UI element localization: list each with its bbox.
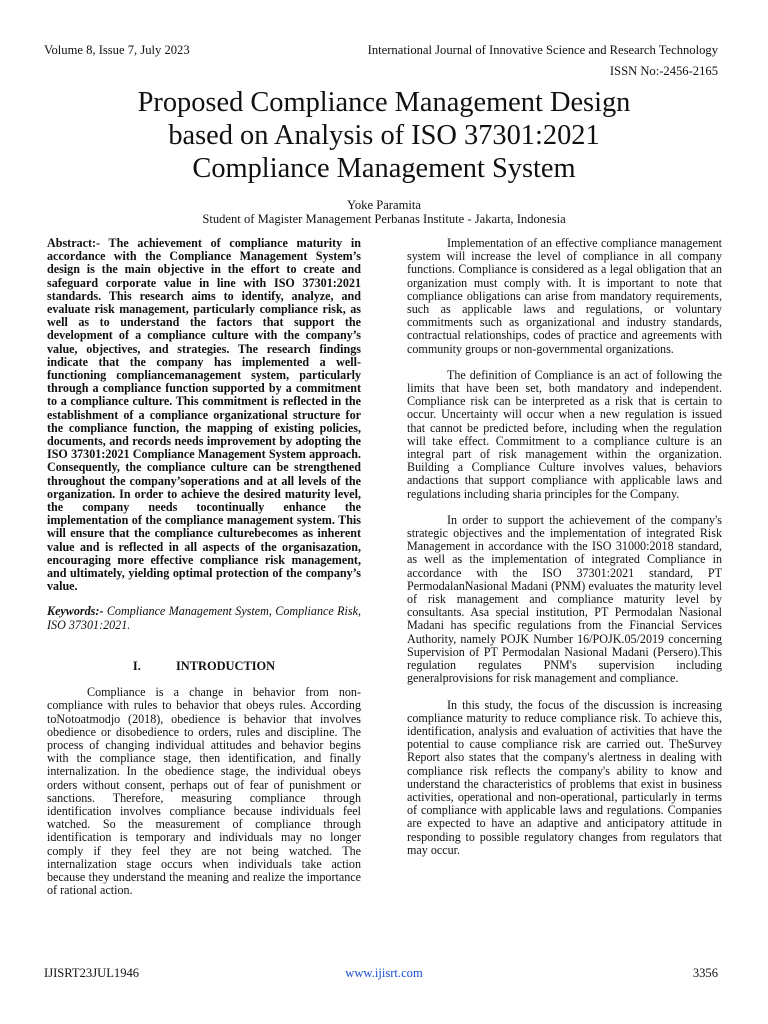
body-paragraph: In order to support the achievement of the company's strategic objectives and the implementation of integrated Risk Management in accordance with the ISO 31000:2018 standard, as well as the implementation of integrated Compliance in accordance with the ISO 37301:2021 standard, PT PermodalanNasional Madani (PNM) evaluates the maturity level of risk management and compliance maturity level by consultants. Asa special institution, PT Permodalan Nasional Madani has specific regulations from the Financial Services Authority, namely POJK Number 16/POJK.05/2019 concerning Supervision of PT Permodalan Nasional Madani (Persero).This regulation regulates PNM's supervision including generalprovisions for risk management and compliance. (407, 512, 722, 686)
title-line: Proposed Compliance Management Design (137, 87, 631, 118)
section-heading (47, 660, 361, 673)
title-line: based on Analysis of ISO 37301:2021 (168, 120, 600, 151)
paper-id: IJISRT23JUL1946 (44, 966, 140, 980)
journal-website-link[interactable]: www.ijisrt.com (345, 966, 423, 980)
right-column (407, 237, 722, 857)
journal-name: International Journal of Innovative Science and Research Technology (367, 43, 718, 57)
journal-volume: Volume 8, Issue 7, July 2023 (44, 43, 190, 57)
keywords (47, 605, 361, 631)
section-number: I. (132, 658, 141, 673)
paper-title (60, 86, 708, 185)
keywords-label: Keywords:- (47, 604, 104, 619)
title-line: Compliance Management System (192, 153, 576, 184)
body-paragraph: In this study, the focus of the discussion is increasing compliance maturity to reduce compliance risk. To achieve this, identification, analysis and evaluation of activities that have the potential to cause compliance risk are carried out. TheSurvey Report also states that the company's alertness in dealing with compliance risk reflects the company's ability to know and understand the characteristics of problems that exist in business activities, operational and non-operational, particularly in terms of compliance with applicable laws and regulations. Companies are expected to have an adaptive and anticipatory attitude in responding to possible regulatory changes from regulators that may occur. (407, 697, 722, 857)
page-number: 3356 (692, 966, 718, 980)
section-title: INTRODUCTION (175, 658, 276, 673)
author-name: Yoke Paramita (347, 198, 421, 212)
author-affiliation: Student of Magister Management Perbanas Institute - Jakarta, Indonesia (202, 212, 566, 226)
body-paragraph: The definition of Compliance is an act of following the limits that have been set, both mandatory and independent. Compliance risk can be interpreted as a risk that is certain to occur. Uncertainty will occur when a new regulation is issued that cannot be predicted before, including when the regulation will take effect. Commitment to a compliance culture is an integral part of risk management within the organization. Building a Compliance Culture involves values, behaviors andactions that support compliance with applicable laws and regulations including sharia principles for the Company. (407, 367, 722, 501)
body-paragraph: Compliance is a change in behavior from non-compliance with rules to behavior that obeys rules. According toNotoatmodjo (2018), obedience is behavior that involves obedience or disobedience to orders, rules and discipline. The process of changing individual attitudes and behavior begins with the compliance stage, then identification, and finally internalization. In the obedience stage, the individual obeys orders without consent, perhaps out of fear of punishment or sanctions. Therefore, measuring compliance through identification involves compliance because individuals feel watched. So the measurement of compliance through identification is temporary and individuals may no longer comply if they feel they are not being watched. The internalization stage occurs when individuals take action because they understand the meaning and realize the importance of rational action. (47, 685, 361, 898)
abstract: Abstract:- The achievement of compliance maturity in accordance with the Compliance Management System’s design is the main objective in the effort to create and safeguard corporate value in line with ISO 37301:2021 standards. This research aims to identify, analyze, and evaluate risk management, particularly compliance risk, as well as to understand the factors that support the development of a compliance culture with the company’s value, objectives, and strategies. The research findings indicate that the company has implemented a well-functioning compliancemanagement system, particularly through a compliance function supported by a commitment to a compliance culture. This commitment is reflected in the establishment of a compliance organizational structure for the compliance function, the mapping of existing policies, documents, and records needs improvement by adopting the ISO 37301:2021 Compliance Management System approach. Consequently, the compliance culture can be strengthened throughout the company’soperations and at all levels of the organization. In order to achieve the desired maturity level, the company needs tocontinually enhance the implementation of the compliance management system. This will ensure that the compliance culturebecomes as inherent value and is reflected in all aspects of the organisazation, encouraging more effective compliance risk management, and ultimately, yielding optimal protection of the company’s value. (47, 236, 361, 594)
left-column (47, 237, 361, 897)
issn: ISSN No:-2456-2165 (609, 64, 718, 78)
body-paragraph: Implementation of an effective compliance management system will increase the level of compliance in all company functions. Compliance is considered as a legal obligation that an organization must comply with. It is important to note that compliance obligations can arise from mandatory requirements, such as applicable laws and regulations, or voluntary commitments such as organizational and industry standards, contractual relationships, codes of practice and agreements with community groups or non-governmental organizations. (407, 236, 722, 356)
keywords-text: Compliance Management System, Compliance Risk, ISO 37301:2021. (47, 604, 361, 632)
